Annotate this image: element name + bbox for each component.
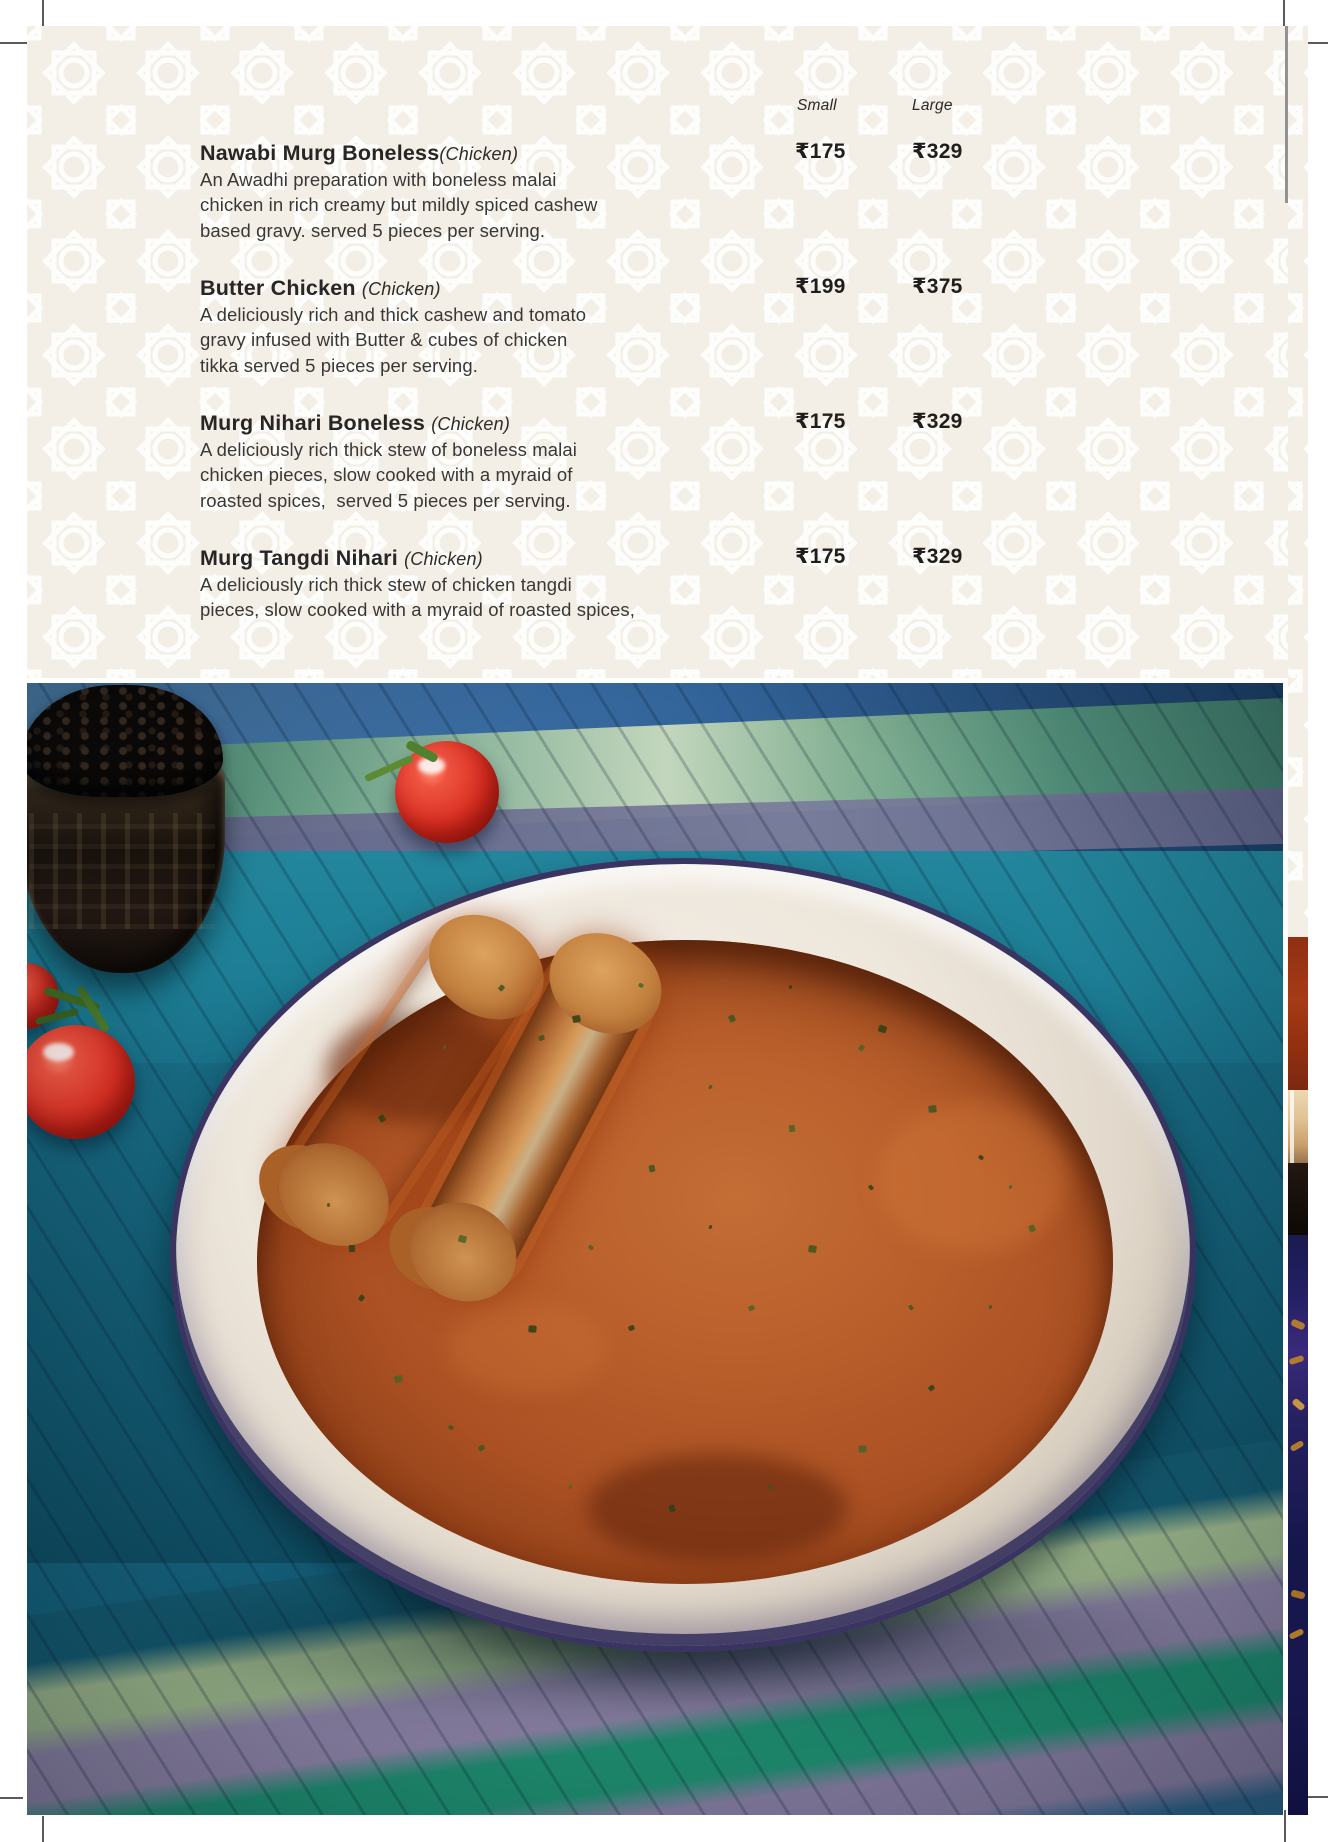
column-header-small: Small bbox=[797, 97, 837, 114]
crop-mark bbox=[42, 1816, 44, 1842]
herb-fleck bbox=[748, 1304, 756, 1311]
gold-embroidery bbox=[1290, 1318, 1306, 1330]
price-small: ₹175 bbox=[795, 545, 846, 568]
herb-fleck bbox=[868, 1184, 874, 1190]
item-name: Nawabi Murg Boneless bbox=[200, 141, 440, 165]
herb-fleck bbox=[588, 1244, 594, 1250]
herb-fleck bbox=[448, 1425, 454, 1431]
item-description-line: A deliciously rich thick stew of boneless malai bbox=[200, 439, 577, 460]
herb-fleck bbox=[1028, 1224, 1036, 1233]
gold-embroidery bbox=[1291, 1398, 1305, 1412]
item-description-line: chicken in rich creamy but mildly spiced cashew bbox=[200, 194, 598, 216]
item-diet-tag: (Chicken) bbox=[404, 549, 483, 569]
adjacent-page-pattern bbox=[1288, 678, 1308, 937]
herb-fleck bbox=[628, 1325, 635, 1332]
herb-fleck bbox=[394, 1375, 404, 1384]
item-description-line: based gravy. served 5 pieces per serving. bbox=[200, 219, 546, 241]
price-small: ₹175 bbox=[795, 140, 846, 163]
adjacent-page-sliver bbox=[1288, 26, 1308, 678]
adjacent-page-photo-glass bbox=[1288, 1090, 1308, 1163]
herb-fleck bbox=[858, 1044, 866, 1052]
herb-fleck bbox=[648, 1164, 655, 1172]
price-large: ₹329 bbox=[912, 410, 963, 433]
herb-fleck bbox=[928, 1384, 936, 1392]
gold-embroidery bbox=[1289, 1440, 1304, 1452]
herb-fleck bbox=[708, 1085, 713, 1090]
menu-item bbox=[200, 545, 1060, 623]
herb-fleck bbox=[978, 1154, 984, 1160]
item-diet-tag: (Chicken) bbox=[439, 144, 519, 164]
herb-fleck bbox=[458, 1235, 467, 1244]
herb-fleck bbox=[378, 1114, 387, 1123]
herb-fleck bbox=[858, 1445, 866, 1452]
item-description-line: A deliciously rich and thick cashew and tomato bbox=[200, 304, 587, 325]
menu-item bbox=[200, 410, 1060, 513]
crop-mark bbox=[1283, 0, 1285, 27]
menu-item bbox=[200, 275, 1060, 378]
column-header-large: Large bbox=[912, 97, 953, 114]
herb-fleck bbox=[768, 1484, 774, 1490]
gold-embroidery bbox=[1290, 1589, 1305, 1599]
dish-photo bbox=[27, 683, 1283, 1815]
crop-mark bbox=[42, 0, 44, 27]
adjacent-page-photo-dark bbox=[1288, 1163, 1308, 1235]
herb-fleck bbox=[808, 1245, 817, 1253]
item-description-line: roasted spices, served 5 pieces per serving. bbox=[200, 489, 571, 511]
item-name: Murg Tangdi Nihari bbox=[200, 546, 405, 570]
herb-fleck bbox=[789, 985, 793, 989]
item-diet-tag: (Chicken) bbox=[361, 279, 441, 299]
herb-fleck bbox=[349, 1245, 355, 1252]
herb-fleck bbox=[789, 1125, 796, 1133]
price-large: ₹329 bbox=[912, 140, 963, 163]
herb-fleck bbox=[878, 1024, 888, 1033]
herb-fleck bbox=[908, 1304, 914, 1310]
price-small: ₹175 bbox=[795, 410, 846, 433]
menu-item bbox=[200, 140, 1060, 243]
price-small: ₹199 bbox=[795, 275, 846, 298]
price-large: ₹375 bbox=[912, 275, 963, 298]
herb-fleck bbox=[498, 984, 506, 992]
item-description-line: chicken pieces, slow cooked with a myraid of bbox=[200, 464, 573, 486]
crop-mark bbox=[1284, 1810, 1286, 1842]
herb-fleck bbox=[928, 1105, 937, 1113]
herb-fleck bbox=[358, 1294, 366, 1302]
herb-fleck bbox=[668, 1504, 676, 1512]
herb-fleck bbox=[538, 1035, 545, 1042]
gold-embroidery bbox=[1288, 1628, 1304, 1640]
item-description-line: A deliciously rich thick stew of chicken tangdi bbox=[200, 574, 572, 595]
item-description-line: gravy infused with Butter & cubes of chicken bbox=[200, 329, 568, 351]
crop-mark bbox=[0, 1797, 23, 1799]
herb-fleck bbox=[708, 1225, 712, 1230]
gold-embroidery bbox=[1288, 1355, 1304, 1365]
herb-fleck bbox=[478, 1444, 486, 1451]
item-description-line: tikka served 5 pieces per serving. bbox=[200, 354, 478, 376]
item-name: Murg Nihari Boneless bbox=[200, 411, 432, 435]
herb-fleck bbox=[568, 1485, 572, 1490]
adjacent-page-photo-red bbox=[1288, 937, 1308, 1090]
adjacent-page-sliver bbox=[1288, 678, 1308, 1815]
item-diet-tag: (Chicken) bbox=[431, 414, 511, 434]
item-description-line: pieces, slow cooked with a myraid of roasted spices, bbox=[200, 599, 636, 621]
herb-fleck bbox=[327, 1203, 330, 1207]
adjacent-page-photo-textile bbox=[1288, 1235, 1308, 1815]
herb-fleck bbox=[728, 1014, 737, 1023]
herb-fleck bbox=[1008, 1185, 1013, 1190]
herb-fleck bbox=[443, 1045, 446, 1049]
crop-mark bbox=[0, 42, 29, 44]
item-name: Butter Chicken bbox=[200, 276, 362, 300]
herb-fleck bbox=[572, 1015, 581, 1023]
herb-fleck bbox=[528, 1325, 536, 1333]
herb-fleck bbox=[989, 1305, 993, 1310]
herb-fleck bbox=[638, 983, 644, 989]
item-description-line: An Awadhi preparation with boneless malai bbox=[200, 169, 557, 190]
price-large: ₹329 bbox=[912, 545, 963, 568]
